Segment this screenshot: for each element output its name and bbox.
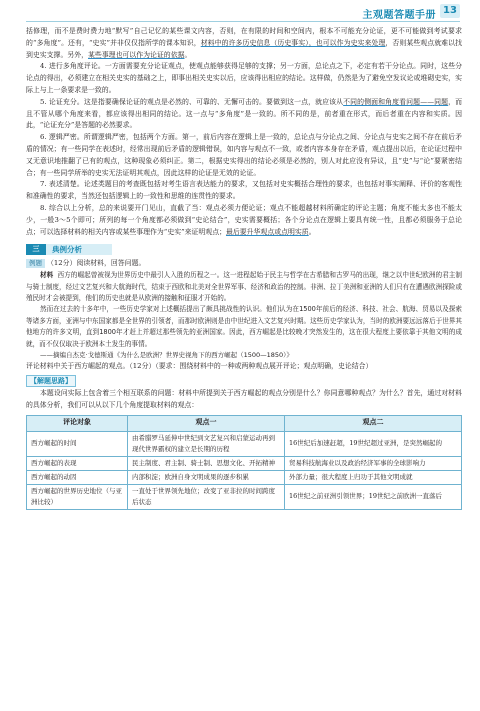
table-cell: 一直处于世界领先地位；改变了亚非拉的时间跨度后状态: [128, 484, 285, 509]
question-text: 评论材料中关于西方崛起的观点。（12分）（要求：围绕材料中的一种或两种观点展开评论；观点明确，史论结合）: [26, 362, 373, 371]
material-label: 材料: [40, 271, 54, 280]
underlined-note: 最后要升华观点或点明实质: [225, 227, 309, 236]
header-rule: [26, 21, 460, 22]
table-cell: 外部力量；很大程度上归功于其他文明成就: [285, 470, 462, 484]
underlined-note: 不同的侧面和角度看问题——同题: [343, 97, 449, 106]
table-cell: 西方崛起的动因: [27, 470, 128, 484]
material-block: [26, 270, 462, 361]
paragraph-4: 4. 进行多角度评论。一方面需要充分论证观点，使观点能够获得足够的支撑；另一方面，总论点之下，必定有若干分论点。同时，这些分论点的得出，必须建立在相关史实的基础之上，即事出相关史实以后，应该得出相应的结论。这样做，仍然是为了避免空发议论或堆砌史实，实际上与上一条要求是一致的。: [26, 62, 462, 94]
table-row: [27, 484, 462, 509]
page-number: 13: [440, 4, 460, 18]
table-row: [27, 456, 462, 470]
table-header: 观点一: [128, 415, 285, 431]
table-cell: 贸易科技航海业以及政治经济军事的全球影响力: [285, 456, 462, 470]
material-paragraph-1: 材料 西方的崛起曾被视为世界历史中最引人入胜的历程之一。这一进程起始于民主与哲学在古希腊和古罗马的出现，继之以中世纪欧洲的君主制与骑士制度，经过文艺复兴和大航海时代，结束于西欧和北美对全世界军事、经济和政治的控制。非洲、拉丁美洲和亚洲的人们只有在遭遇欧洲探险或殖民时才会被提到，他们的历史也就是从欧洲的接触和征服才开始的。: [26, 271, 463, 302]
table-row: [27, 470, 462, 484]
viewpoint-table: [26, 415, 462, 510]
analysis-heading: 【解题思路】: [26, 375, 76, 387]
table-cell: 由希腊罗马延伸中世纪到文艺复兴和启蒙运动再到现代世界霸权的建立是长期的历程: [128, 431, 285, 456]
table-cell: 民主制度、君主制、骑士制、思想文化、开拓精神: [128, 456, 285, 470]
section-title: 典例分析: [52, 245, 82, 255]
paragraph-7: 7. 表述清楚。论述类题目的考查既包括对考生语言表达能力的要求，又包括对史实概括合理性的要求，也包括对事实阐释、评价的客观性和准确性的要求，当然还包括逻辑上的一致性和思维的连贯性的要求。: [26, 180, 462, 201]
table-header: 观点二: [285, 415, 462, 431]
paragraph-6: 6. 逻辑严密。所谓逻辑严密，包括两个方面。第一，前后内容在逻辑上是一致的，总论点与分论点之间、分论点与史实之间不存在前后矛盾的情况；有一些同学在表述时，经常出现前后矛盾的逻辑错误，如内容与观点不一致，或者内容本身存在矛盾，观点提出以后，在论证过程中又无意识地推翻了已有的观点，这种现象必须纠正。第二，根据史实得出的结论必须是必然的，别人对此应没有异议，且“史”与“论”要紧密结合；有一些同学所举的史实无法证明其观点，因此这样的论证是无效的论证。: [26, 133, 462, 177]
paragraph-8: 8. 综合以上分析，总的来说要开门见山，直截了当：观点必须力便论证；观点不能超越材料所确定的评论主题；角度不能太多也不能太少，一般3～5个即可；所列的每一个角度都必须做到“史论结合”，史实需要概括；各个分论点在逻辑上要具有统一性，且都必须服务于总论点；可以选择材料的相关内容或某些事理作为“史实”来证明观点；最后要升华观点或点明实质。: [26, 203, 462, 236]
underlined-note: 材料中的许多历史信息（历史事实），也可以作为史实来处理: [200, 38, 386, 47]
header-title: 主观题答题手册: [362, 10, 436, 21]
material-paragraph-2: 然而在过去的十多年中，一些历史学家对上述概括提出了颇具挑战性的认识。他们认为在1500年前后的经济、科技、社会、航海、贸易以及探索等诸多方面，亚洲与中东国家都是全世界的引领者，而那时欧洲则是由中世纪进入文艺复兴时期。这些历史学家认为，当时的欧洲要远远落后于世界其他地方的许多文明，直到1800年才赶上并超过那些领先的亚洲国家。因此，西方崛起是比较晚才突然发生的，这在很大程度上要依靠于其他文明的成就，而不仅仅取决于欧洲本土发生的事情。: [26, 305, 462, 348]
table-cell: 西方崛起的世界历史地位（与亚洲比较）: [27, 484, 128, 509]
section-heading: [26, 243, 462, 255]
table-cell: 西方崛起的表现: [27, 456, 128, 470]
paragraph-5: 5. 论证充分。这是指要确保论证的观点是必然的、可靠的、无懈可击的。要做到这一点，就应该从不同的侧面和角度看问题——同题，而且不管从哪个角度来看，都应该得出相同的结论。这一点与“多角度”是一致的。所不同的是，前者重在形式，而后者重在内容和实质。因此，“论证充分”是答题的必然要求。: [26, 97, 463, 130]
page-header: [0, 0, 480, 24]
main-content: [26, 26, 462, 510]
table-header: 评论对象: [27, 415, 128, 431]
table-cell: 西方崛起的时间: [27, 431, 128, 456]
table-cell: 16世纪后加速赶超，19世纪超过亚洲，是突然崛起的: [285, 431, 462, 456]
analysis-text: 本题设问实际上包含着三个相互联系的问题：材料中所提到关于西方崛起的观点分别是什么？你同意哪种观点？为什么？首先，通过对材料的具体分析，我们可以从以下几个角度提取材料的观点：: [26, 389, 462, 409]
table-cell: 16世纪之前亚洲引领世界；19世纪之前欧洲一直落后: [285, 484, 462, 509]
section-tag: 三: [26, 244, 46, 255]
example-intro: 例题 （12分）阅读材料，回答问题。: [26, 258, 462, 270]
table-cell: 内部积淀；欧洲自身文明成果的逐步积累: [128, 470, 285, 484]
table-header-row: [27, 415, 462, 431]
material-source: ——摘编自杰克·戈德斯通《为什么是欧洲？世界史视角下的西方崛起（1500—1850）》: [40, 350, 293, 359]
paragraph-continuation: 括修理，而不是费时费力地“默写”自己记忆的某些课文内容，否则，在有限的时间和空间内，根本不可能充分论证，更不可能做到考试要求的“多角度”。还有，“史实”并非仅仅指所学的课本知识，材料中的许多历史信息（历史事实），也可以作为史实来处理，否则某些观点就难以找到史实支撑。另外，某些事理也可以作为论证的依据。: [26, 27, 463, 59]
underlined-note: 某些事理也可以作为论证的依据: [88, 50, 185, 59]
example-tag: 例题: [26, 259, 45, 268]
table-row: [27, 431, 462, 456]
